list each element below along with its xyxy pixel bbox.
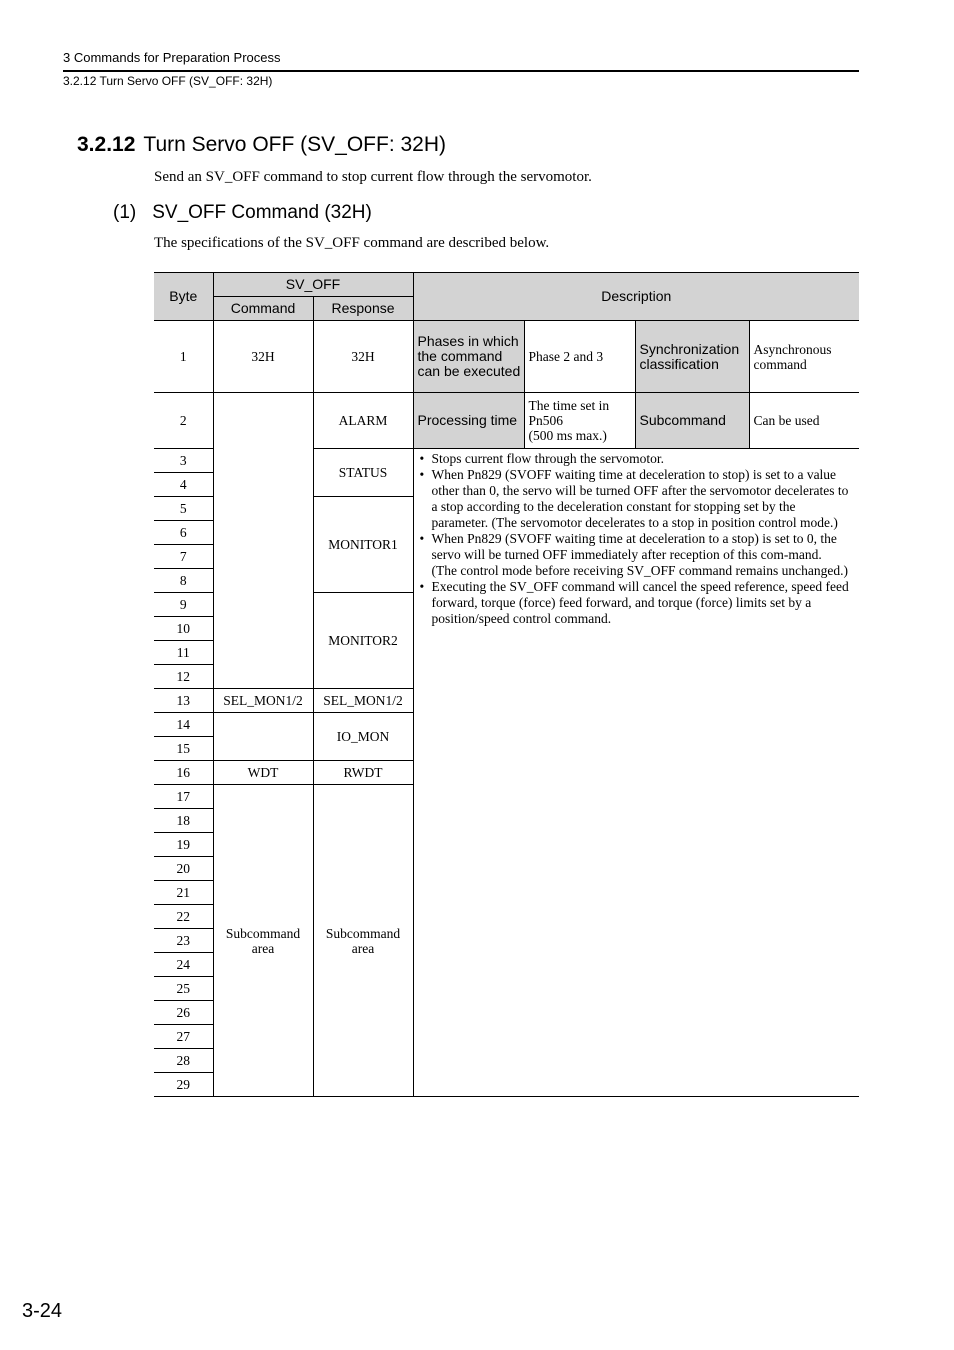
subcommand-label: Subcommand bbox=[635, 393, 749, 449]
processing-time-line: Pn506 bbox=[528, 413, 564, 428]
rwdt-cell: RWDT bbox=[313, 761, 413, 785]
byte-cell: 7 bbox=[154, 545, 213, 569]
monitor1-cell: MONITOR1 bbox=[313, 497, 413, 593]
processing-time-value bbox=[524, 393, 635, 449]
running-header-chapter: 3 Commands for Preparation Process bbox=[63, 50, 281, 65]
sync-value: Asynchronous command bbox=[749, 321, 859, 393]
processing-time-line: (500 ms max.) bbox=[528, 428, 607, 443]
subsection-title-text: SV_OFF Command (32H) bbox=[152, 202, 372, 223]
description-list bbox=[420, 451, 854, 627]
header-command: Command bbox=[213, 297, 313, 321]
subcommand-value: Can be used bbox=[749, 393, 859, 449]
running-header-section: 3.2.12 Turn Servo OFF (SV_OFF: 32H) bbox=[63, 74, 273, 88]
byte-cell: 10 bbox=[154, 617, 213, 641]
byte-cell: 17 bbox=[154, 785, 213, 809]
subcommand-area-line: Subcommand bbox=[325, 925, 401, 941]
response-cell: ALARM bbox=[313, 393, 413, 449]
sel-mon-response-cell: SEL_MON1/2 bbox=[313, 689, 413, 713]
byte-cell: 3 bbox=[154, 449, 213, 473]
page-number: 3-24 bbox=[22, 1300, 63, 1322]
header-byte: Byte bbox=[154, 273, 213, 321]
byte-cell: 27 bbox=[154, 1025, 213, 1049]
byte-cell: 2 bbox=[154, 393, 213, 449]
section-number: 3.2.12 bbox=[77, 133, 136, 156]
description-item bbox=[420, 531, 854, 579]
byte-cell: 24 bbox=[154, 953, 213, 977]
sv-off-command-table bbox=[154, 272, 859, 1097]
monitor2-cell: MONITOR2 bbox=[313, 593, 413, 689]
byte-cell: 18 bbox=[154, 809, 213, 833]
byte-cell: 23 bbox=[154, 929, 213, 953]
description-item: • Stops current flow through the servomotor. bbox=[420, 451, 854, 467]
command-empty-cell bbox=[213, 393, 313, 689]
byte-cell: 15 bbox=[154, 737, 213, 761]
byte-cell: 4 bbox=[154, 473, 213, 497]
response-cell: 32H bbox=[313, 321, 413, 393]
header-sv-off: SV_OFF bbox=[213, 273, 413, 297]
description-item bbox=[420, 467, 854, 531]
subcommand-area-command-cell bbox=[213, 785, 313, 1097]
byte-cell: 20 bbox=[154, 857, 213, 881]
byte-cell: 29 bbox=[154, 1073, 213, 1097]
subcommand-area-line: area bbox=[351, 940, 375, 956]
description-cell bbox=[413, 449, 859, 1097]
sync-label: Synchronization classification bbox=[635, 321, 749, 393]
byte-cell: 19 bbox=[154, 833, 213, 857]
section-title bbox=[77, 133, 446, 157]
byte-cell: 9 bbox=[154, 593, 213, 617]
subcommand-area-response-cell bbox=[313, 785, 413, 1097]
header-description: Description bbox=[413, 273, 859, 321]
io-mon-cell: IO_MON bbox=[313, 713, 413, 761]
header-response: Response bbox=[313, 297, 413, 321]
sel-mon-command-cell: SEL_MON1/2 bbox=[213, 689, 313, 713]
description-text: When Pn829 (SVOFF waiting time at deceleration to stop) is set to a value other than 0, the servo will be turned OFF after the servomotor decelerates to a stop according to the deceleration constant for stopping set by the parameter. (The servomotor decelerates to a stop in position control mode.) bbox=[431, 467, 849, 530]
subsection-intro: The specifications of the SV_OFF command are described below. bbox=[154, 235, 550, 251]
description-text: (The control mode before receiving SV_OFF command remains unchanged.) bbox=[431, 563, 849, 578]
byte-cell: 5 bbox=[154, 497, 213, 521]
subcommand-area-line: Subcommand bbox=[225, 925, 301, 941]
byte-cell: 13 bbox=[154, 689, 213, 713]
byte-cell: 8 bbox=[154, 569, 213, 593]
byte-cell: 6 bbox=[154, 521, 213, 545]
processing-time-line: The time set in bbox=[528, 398, 610, 413]
subsection-number: (1) bbox=[113, 202, 137, 223]
phases-label: Phases in which the command can be executed bbox=[413, 321, 524, 393]
byte-cell: 22 bbox=[154, 905, 213, 929]
byte-cell: 11 bbox=[154, 641, 213, 665]
byte-cell: 16 bbox=[154, 761, 213, 785]
subsection-title bbox=[113, 202, 372, 224]
byte-cell: 21 bbox=[154, 881, 213, 905]
phases-value: Phase 2 and 3 bbox=[524, 321, 635, 393]
byte-cell: 28 bbox=[154, 1049, 213, 1073]
byte-cell: 26 bbox=[154, 1001, 213, 1025]
byte-cell: 14 bbox=[154, 713, 213, 737]
status-cell: STATUS bbox=[313, 449, 413, 497]
section-intro: Send an SV_OFF command to stop current flow through the servomotor. bbox=[154, 169, 592, 185]
byte-cell: 12 bbox=[154, 665, 213, 689]
command-cell: 32H bbox=[213, 321, 313, 393]
subcommand-area-line: area bbox=[251, 940, 275, 956]
command-empty-cell bbox=[213, 713, 313, 761]
byte-cell: 1 bbox=[154, 321, 213, 393]
byte-cell: 25 bbox=[154, 977, 213, 1001]
wdt-cell: WDT bbox=[213, 761, 313, 785]
section-title-text: Turn Servo OFF (SV_OFF: 32H) bbox=[143, 133, 447, 156]
processing-time-label: Processing time bbox=[413, 393, 524, 449]
header-rule bbox=[63, 70, 859, 72]
description-item: • Executing the SV_OFF command will cancel the speed reference, speed feed forward, torque (force) feed forward, and torque (force) limits set by a position/speed control command. bbox=[420, 579, 854, 627]
description-text: When Pn829 (SVOFF waiting time at deceleration to a stop) is set to 0, the servo will be turned OFF immediately after reception of this com-mand. bbox=[431, 531, 837, 562]
